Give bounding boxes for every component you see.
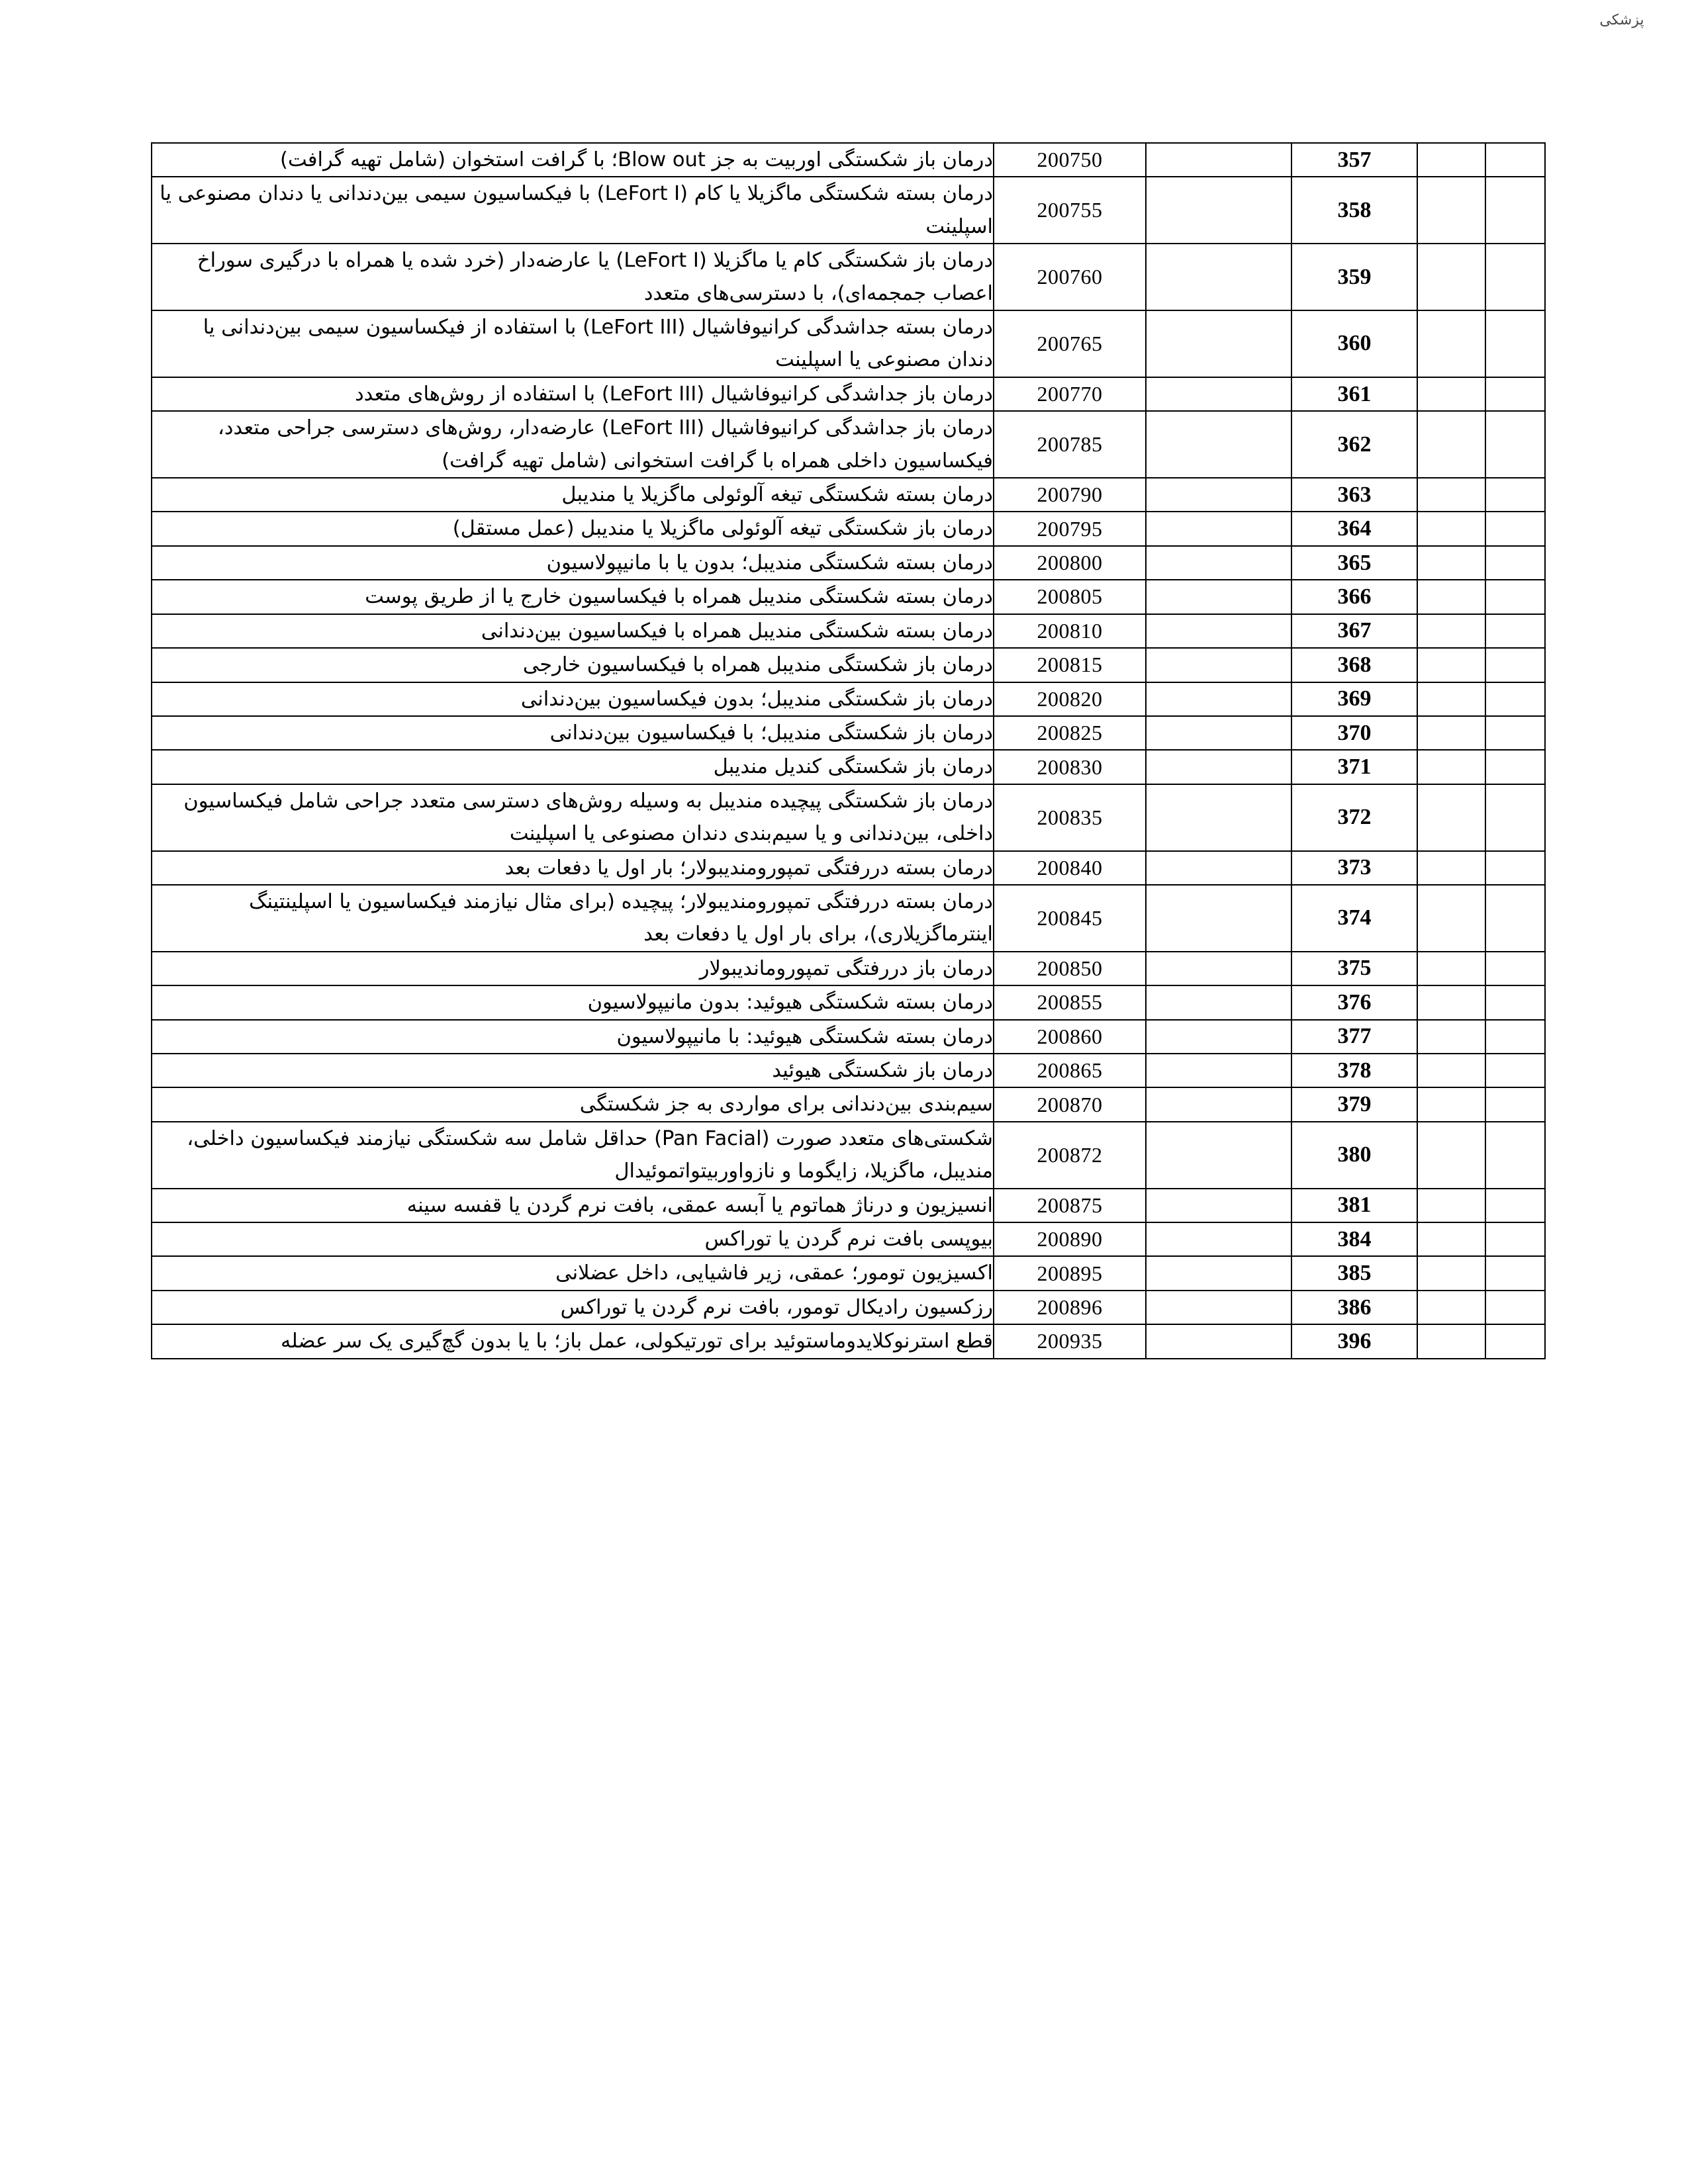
procedure-description-cell: درمان باز شکستگی کام یا ماگزیلا (LeFort I) یا عارضه‌دار (خرد شده یا همراه با درگیری سوراخ اعصاب جمجمه‌ای)، با دسترسی‌های متعدد (152, 244, 994, 310)
row-margin-cell-inner (1417, 784, 1485, 851)
row-number-cell: 385 (1291, 1256, 1417, 1290)
table-container (152, 142, 1546, 1359)
row-empty-cell (1146, 377, 1291, 411)
table-row (152, 546, 1545, 580)
row-number-cell: 377 (1291, 1020, 1417, 1054)
table-row (152, 1020, 1545, 1054)
row-margin-cell-outer (1485, 580, 1545, 614)
row-margin-cell-inner (1417, 614, 1485, 648)
procedure-description-cell: درمان بسته شکستگی مندیبل همراه با فیکساسیون بین‌دندانی (152, 614, 994, 648)
table-row (152, 310, 1545, 377)
row-empty-cell (1146, 885, 1291, 952)
procedure-code-cell: 200870 (994, 1087, 1146, 1121)
procedure-code-cell: 200875 (994, 1189, 1146, 1222)
procedure-code-cell: 200865 (994, 1054, 1146, 1087)
procedure-description-cell: درمان باز دررفتگی تمپوروماندیبولار (152, 952, 994, 985)
procedure-description-cell: درمان بسته جداشدگی کرانیوفاشیال (LeFort III) با استفاده از فیکساسیون سیمی بین‌دندانی یا دندان مصنوعی یا اسپلینت (152, 310, 994, 377)
procedure-code-cell: 200815 (994, 648, 1146, 682)
procedure-code-cell: 200810 (994, 614, 1146, 648)
row-margin-cell-outer (1485, 411, 1545, 478)
row-number-cell: 380 (1291, 1122, 1417, 1189)
table-row (152, 411, 1545, 478)
row-empty-cell (1146, 1256, 1291, 1290)
row-margin-cell-outer (1485, 1291, 1545, 1324)
table-row (152, 1087, 1545, 1121)
row-empty-cell (1146, 784, 1291, 851)
row-margin-cell-inner (1417, 1291, 1485, 1324)
row-number-cell: 374 (1291, 885, 1417, 952)
row-margin-cell-outer (1485, 1122, 1545, 1189)
row-margin-cell-outer (1485, 614, 1545, 648)
table-row (152, 244, 1545, 310)
procedure-code-cell: 200896 (994, 1291, 1146, 1324)
table-row (152, 985, 1545, 1019)
row-number-cell: 371 (1291, 750, 1417, 784)
row-empty-cell (1146, 682, 1291, 716)
row-empty-cell (1146, 648, 1291, 682)
table-row (152, 885, 1545, 952)
table-row (152, 784, 1545, 851)
row-number-cell: 372 (1291, 784, 1417, 851)
row-number-cell: 375 (1291, 952, 1417, 985)
row-number-cell: 361 (1291, 377, 1417, 411)
row-number-cell: 363 (1291, 478, 1417, 512)
row-number-cell: 376 (1291, 985, 1417, 1019)
procedure-description-cell: درمان بسته دررفتگی تمپورومندیبولار؛ پیچیده (برای مثال نیازمند فیکساسیون یا اسپلینتینگ اینترماگزیلاری)، برای بار اول یا دفعات بعد (152, 885, 994, 952)
row-number-cell: 369 (1291, 682, 1417, 716)
procedure-code-cell: 200840 (994, 851, 1146, 885)
row-margin-cell-inner (1417, 1122, 1485, 1189)
row-margin-cell-inner (1417, 952, 1485, 985)
row-margin-cell-outer (1485, 546, 1545, 580)
table-row (152, 614, 1545, 648)
row-margin-cell-inner (1417, 177, 1485, 244)
row-margin-cell-outer (1485, 512, 1545, 545)
row-margin-cell-inner (1417, 750, 1485, 784)
row-margin-cell-inner (1417, 478, 1485, 512)
row-empty-cell (1146, 1189, 1291, 1222)
row-empty-cell (1146, 1020, 1291, 1054)
procedure-description-cell: شکستی‌های متعدد صورت (Pan Facial) حداقل شامل سه شکستگی نیازمند فیکساسیون داخلی، مندیبل، ماگزیلا، زایگوما و نازواوربیتواتموئیدال (152, 1122, 994, 1189)
row-margin-cell-inner (1417, 580, 1485, 614)
procedure-code-cell: 200800 (994, 546, 1146, 580)
table-row (152, 580, 1545, 614)
row-margin-cell-inner (1417, 682, 1485, 716)
row-margin-cell-inner (1417, 546, 1485, 580)
row-empty-cell (1146, 1122, 1291, 1189)
table-row (152, 1291, 1545, 1324)
procedure-description-cell: درمان باز شکستگی مندیبل؛ با فیکساسیون بین‌دندانی (152, 716, 994, 750)
procedure-code-cell: 200850 (994, 952, 1146, 985)
row-margin-cell-inner (1417, 985, 1485, 1019)
procedure-code-cell: 200895 (994, 1256, 1146, 1290)
row-margin-cell-inner (1417, 1222, 1485, 1256)
procedure-description-cell: سیم‌بندی بین‌دندانی برای مواردی به جز شکستگی (152, 1087, 994, 1121)
row-margin-cell-outer (1485, 985, 1545, 1019)
row-margin-cell-outer (1485, 177, 1545, 244)
row-margin-cell-outer (1485, 143, 1545, 177)
procedure-code-cell: 200820 (994, 682, 1146, 716)
row-margin-cell-outer (1485, 648, 1545, 682)
procedure-description-cell: درمان بسته شکستگی تیغه آلوئولی ماگزیلا یا مندیبل (152, 478, 994, 512)
page-corner-mark: پزشکی (1599, 12, 1644, 28)
row-margin-cell-outer (1485, 478, 1545, 512)
row-empty-cell (1146, 952, 1291, 985)
row-empty-cell (1146, 1087, 1291, 1121)
table-row (152, 1256, 1545, 1290)
procedure-description-cell: بیوپسی بافت نرم گردن یا توراکس (152, 1222, 994, 1256)
row-empty-cell (1146, 177, 1291, 244)
row-number-cell: 381 (1291, 1189, 1417, 1222)
procedure-code-cell: 200860 (994, 1020, 1146, 1054)
row-number-cell: 378 (1291, 1054, 1417, 1087)
row-margin-cell-outer (1485, 1324, 1545, 1358)
row-margin-cell-outer (1485, 1054, 1545, 1087)
row-margin-cell-outer (1485, 1189, 1545, 1222)
row-number-cell: 365 (1291, 546, 1417, 580)
procedure-code-cell: 200855 (994, 985, 1146, 1019)
table-row (152, 377, 1545, 411)
row-margin-cell-outer (1485, 1020, 1545, 1054)
procedure-description-cell: درمان بسته شکستگی مندیبل؛ بدون یا با مانیپولاسیون (152, 546, 994, 580)
row-empty-cell (1146, 716, 1291, 750)
row-number-cell: 366 (1291, 580, 1417, 614)
row-margin-cell-outer (1485, 1087, 1545, 1121)
row-number-cell: 357 (1291, 143, 1417, 177)
procedure-code-cell: 200765 (994, 310, 1146, 377)
procedure-description-cell: رزکسیون رادیکال تومور، بافت نرم گردن یا توراکس (152, 1291, 994, 1324)
row-margin-cell-inner (1417, 512, 1485, 545)
row-empty-cell (1146, 143, 1291, 177)
row-margin-cell-inner (1417, 851, 1485, 885)
row-number-cell: 358 (1291, 177, 1417, 244)
row-number-cell: 396 (1291, 1324, 1417, 1358)
procedure-description-cell: درمان بسته شکستگی هیوئید: بدون مانیپولاسیون (152, 985, 994, 1019)
row-margin-cell-inner (1417, 411, 1485, 478)
row-empty-cell (1146, 1222, 1291, 1256)
table-row (152, 478, 1545, 512)
procedure-code-cell: 200770 (994, 377, 1146, 411)
row-empty-cell (1146, 512, 1291, 545)
row-number-cell: 386 (1291, 1291, 1417, 1324)
procedure-description-cell: درمان بسته دررفتگی تمپورومندیبولار؛ بار اول یا دفعات بعد (152, 851, 994, 885)
row-empty-cell (1146, 478, 1291, 512)
row-empty-cell (1146, 614, 1291, 648)
table-row (152, 1054, 1545, 1087)
procedure-description-cell: درمان باز جداشدگی کرانیوفاشیال (LeFort III) عارضه‌دار، روش‌های دسترسی جراحی متعدد، فیکساسیون داخلی همراه با گرافت استخوانی (شامل تهیه گرافت) (152, 411, 994, 478)
procedure-description-cell: درمان باز شکستگی اوربیت به جز Blow out؛ با گرافت استخوان (شامل تهیه گرافت) (152, 143, 994, 177)
row-margin-cell-inner (1417, 1087, 1485, 1121)
row-empty-cell (1146, 411, 1291, 478)
table-row (152, 648, 1545, 682)
row-empty-cell (1146, 985, 1291, 1019)
row-margin-cell-outer (1485, 952, 1545, 985)
procedure-description-cell: درمان باز شکستگی مندیبل؛ بدون فیکساسیون بین‌دندانی (152, 682, 994, 716)
row-margin-cell-outer (1485, 784, 1545, 851)
procedure-code-cell: 200755 (994, 177, 1146, 244)
procedure-code-cell: 200785 (994, 411, 1146, 478)
procedure-description-cell: انسیزیون و درناژ هماتوم یا آبسه عمقی، بافت نرم گردن یا قفسه سینه (152, 1189, 994, 1222)
table-row (152, 177, 1545, 244)
row-margin-cell-inner (1417, 1054, 1485, 1087)
row-margin-cell-inner (1417, 377, 1485, 411)
procedure-description-cell: درمان باز شکستگی هیوئید (152, 1054, 994, 1087)
procedure-code-cell: 200835 (994, 784, 1146, 851)
row-margin-cell-outer (1485, 682, 1545, 716)
procedure-description-cell: درمان بسته شکستگی مندیبل همراه با فیکساسیون خارج یا از طریق پوست (152, 580, 994, 614)
procedure-description-cell: درمان باز شکستگی کندیل مندیبل (152, 750, 994, 784)
row-margin-cell-inner (1417, 648, 1485, 682)
row-empty-cell (1146, 546, 1291, 580)
row-margin-cell-inner (1417, 244, 1485, 310)
row-margin-cell-inner (1417, 1256, 1485, 1290)
procedure-description-cell: درمان بسته شکستگی هیوئید: با مانیپولاسیون (152, 1020, 994, 1054)
row-margin-cell-inner (1417, 310, 1485, 377)
row-number-cell: 359 (1291, 244, 1417, 310)
row-empty-cell (1146, 1324, 1291, 1358)
row-number-cell: 360 (1291, 310, 1417, 377)
row-margin-cell-inner (1417, 716, 1485, 750)
table-row (152, 716, 1545, 750)
row-margin-cell-outer (1485, 885, 1545, 952)
row-number-cell: 379 (1291, 1087, 1417, 1121)
row-margin-cell-inner (1417, 1324, 1485, 1358)
table-row (152, 851, 1545, 885)
row-margin-cell-outer (1485, 1222, 1545, 1256)
table-row (152, 750, 1545, 784)
row-empty-cell (1146, 851, 1291, 885)
row-margin-cell-outer (1485, 750, 1545, 784)
row-number-cell: 373 (1291, 851, 1417, 885)
procedure-code-cell: 200760 (994, 244, 1146, 310)
procedure-description-cell: اکسیزیون تومور؛ عمقی، زیر فاشیایی، داخل عضلانی (152, 1256, 994, 1290)
procedure-code-cell: 200790 (994, 478, 1146, 512)
procedure-description-cell: درمان بسته شکستگی ماگزیلا یا کام (LeFort I) با فیکساسیون سیمی بین‌دندانی یا دندان مصنوعی یا اسپلینت (152, 177, 994, 244)
procedure-description-cell: قطع استرنوکلایدوماستوئید برای تورتیکولی، عمل باز؛ با یا بدون گچ‌گیری یک سر عضله (152, 1324, 994, 1358)
row-empty-cell (1146, 244, 1291, 310)
procedure-code-cell: 200830 (994, 750, 1146, 784)
row-margin-cell-outer (1485, 851, 1545, 885)
procedure-code-cell: 200825 (994, 716, 1146, 750)
row-number-cell: 367 (1291, 614, 1417, 648)
procedure-description-cell: درمان باز جداشدگی کرانیوفاشیال (LeFort III) با استفاده از روش‌های متعدد (152, 377, 994, 411)
medical-procedure-codes-table (151, 142, 1546, 1359)
row-margin-cell-inner (1417, 885, 1485, 952)
procedure-code-cell: 200805 (994, 580, 1146, 614)
row-margin-cell-outer (1485, 1256, 1545, 1290)
row-empty-cell (1146, 750, 1291, 784)
row-number-cell: 370 (1291, 716, 1417, 750)
row-empty-cell (1146, 580, 1291, 614)
table-row (152, 1122, 1545, 1189)
row-margin-cell-outer (1485, 310, 1545, 377)
procedure-code-cell: 200872 (994, 1122, 1146, 1189)
row-margin-cell-outer (1485, 244, 1545, 310)
procedure-code-cell: 200845 (994, 885, 1146, 952)
table-row (152, 1189, 1545, 1222)
procedure-code-cell: 200795 (994, 512, 1146, 545)
procedure-description-cell: درمان باز شکستگی تیغه آلوئولی ماگزیلا یا مندیبل (عمل مستقل) (152, 512, 994, 545)
procedure-code-cell: 200935 (994, 1324, 1146, 1358)
row-empty-cell (1146, 1054, 1291, 1087)
row-number-cell: 368 (1291, 648, 1417, 682)
row-empty-cell (1146, 310, 1291, 377)
row-margin-cell-inner (1417, 1189, 1485, 1222)
row-margin-cell-inner (1417, 1020, 1485, 1054)
procedure-description-cell: درمان باز شکستگی پیچیده مندیبل به وسیله روش‌های دسترسی متعدد جراحی شامل فیکساسیون داخلی، بین‌دندانی و یا سیم‌بندی دندان مصنوعی یا اسپلینت (152, 784, 994, 851)
procedure-code-cell: 200890 (994, 1222, 1146, 1256)
table-row (152, 1222, 1545, 1256)
table-row (152, 952, 1545, 985)
procedure-description-cell: درمان باز شکستگی مندیبل همراه با فیکساسیون خارجی (152, 648, 994, 682)
table-row (152, 512, 1545, 545)
row-number-cell: 364 (1291, 512, 1417, 545)
table-row (152, 1324, 1545, 1358)
table-row (152, 682, 1545, 716)
row-margin-cell-inner (1417, 143, 1485, 177)
procedure-code-cell: 200750 (994, 143, 1146, 177)
row-number-cell: 362 (1291, 411, 1417, 478)
row-number-cell: 384 (1291, 1222, 1417, 1256)
row-margin-cell-outer (1485, 377, 1545, 411)
row-empty-cell (1146, 1291, 1291, 1324)
row-margin-cell-outer (1485, 716, 1545, 750)
table-row (152, 143, 1545, 177)
